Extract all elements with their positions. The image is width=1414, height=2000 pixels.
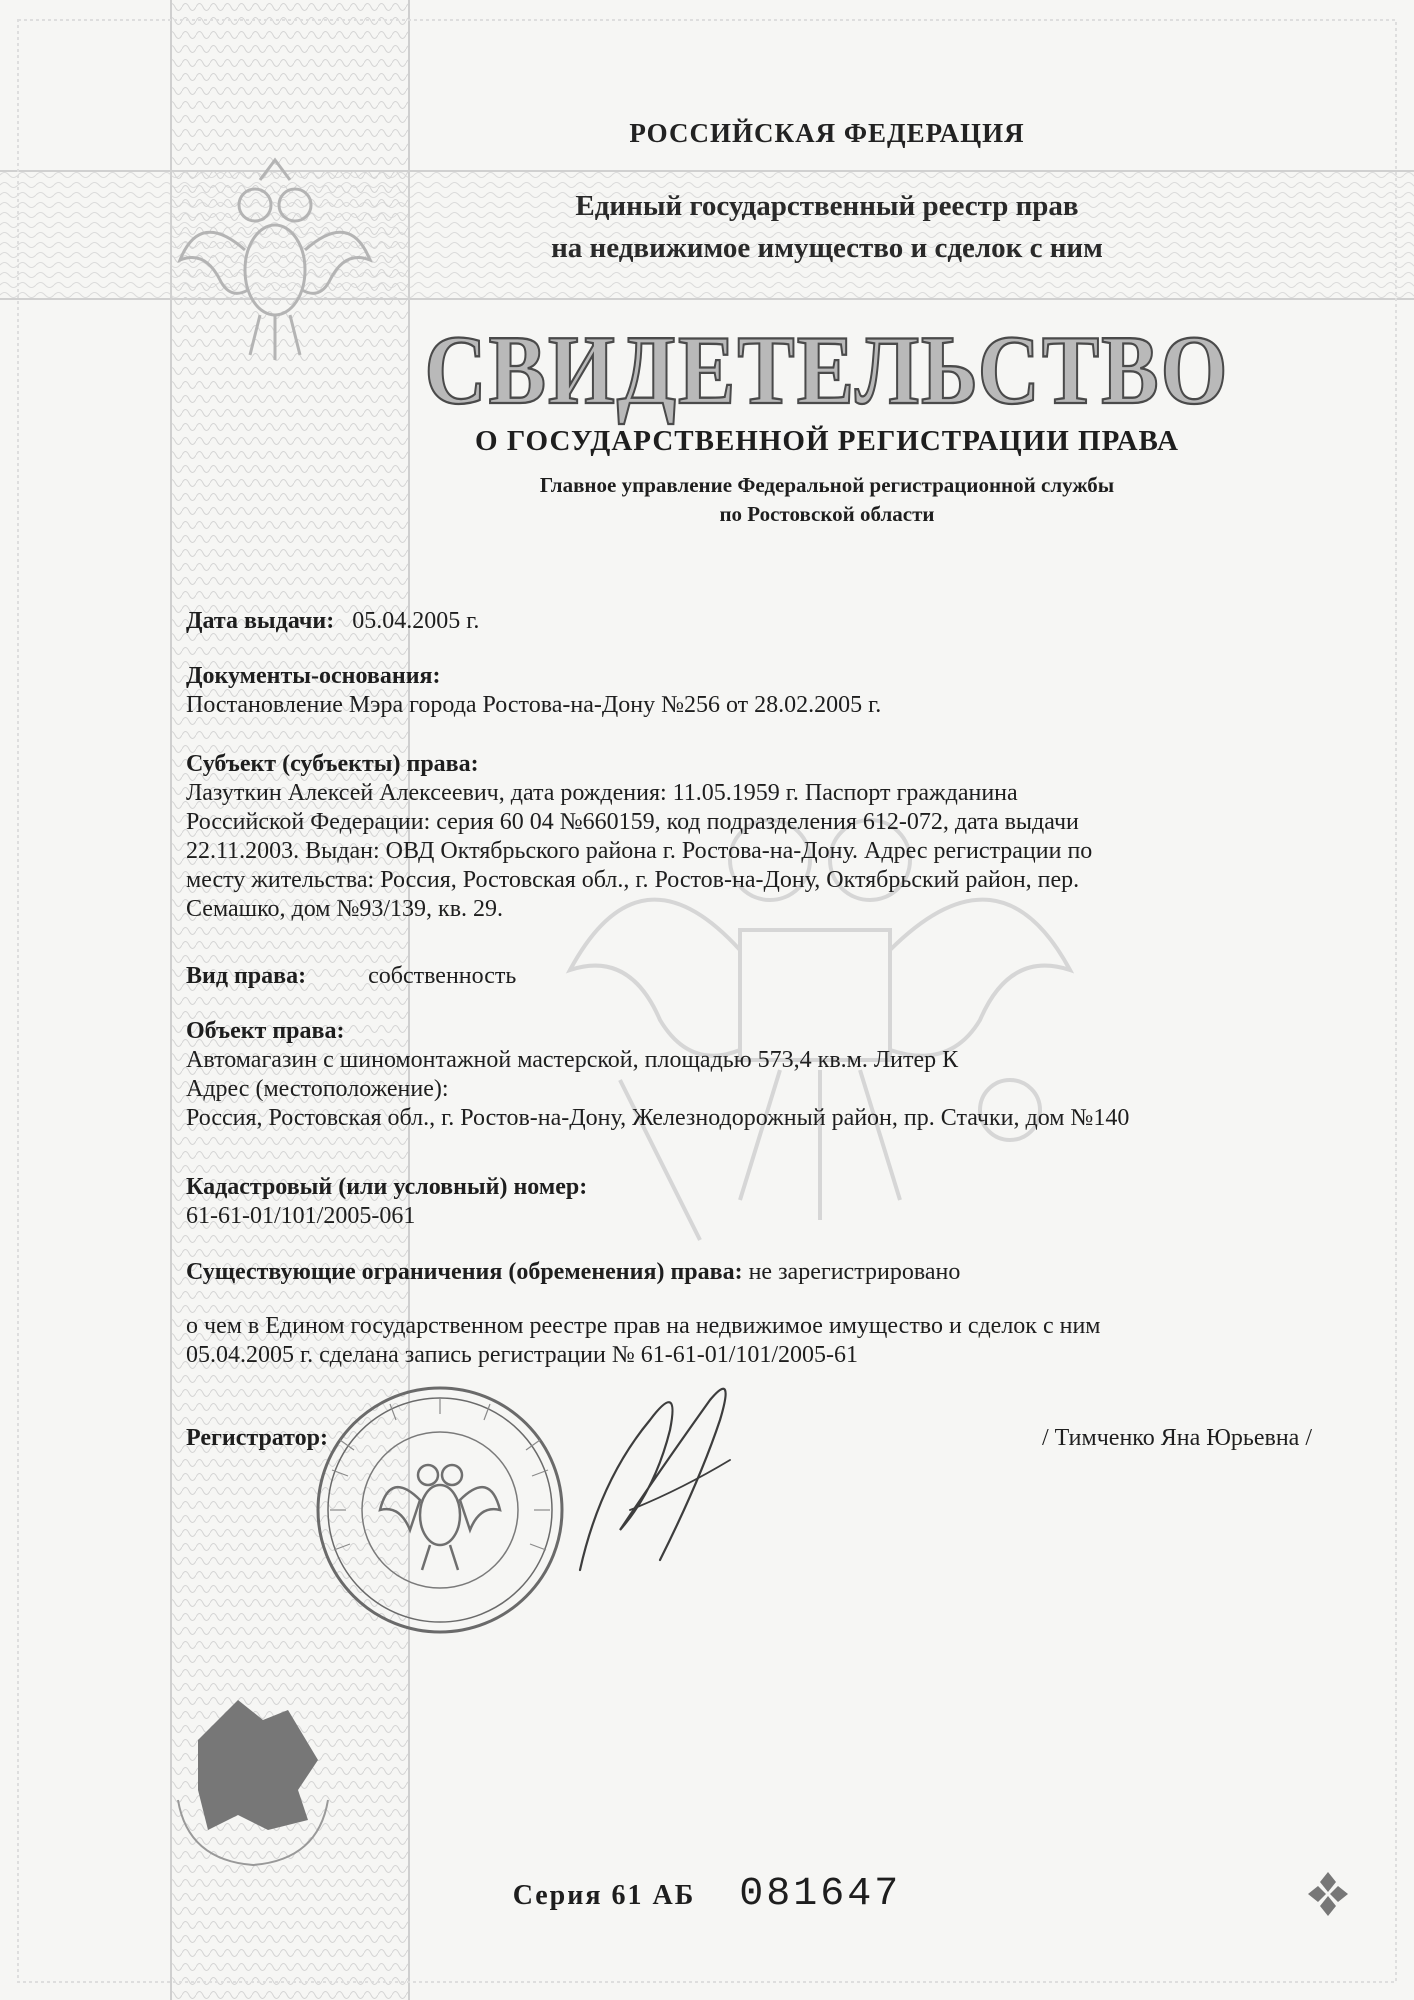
subject-line: 22.11.2003. Выдан: ОВД Октябрьского района г. Ростова-на-Дону. Адрес регистрации по xyxy=(186,838,1093,864)
issuing-authority-line-2: по Ростовской области xyxy=(719,502,935,526)
registry-title-line-2: на недвижимое имущество и сделок с ним xyxy=(551,232,1103,264)
record-line: 05.04.2005 г. сделана запись регистрации № 61-61-01/101/2005-61 xyxy=(186,1342,859,1368)
right-type-row xyxy=(186,962,1326,991)
issuing-authority-line-1: Главное управление Федеральной регистрационной службы xyxy=(539,473,1115,497)
cadastral-label: Кадастровый (или условный) номер: xyxy=(186,1174,588,1200)
hologram-mark-icon xyxy=(1302,1868,1354,1920)
basis-label: Документы-основания: xyxy=(186,663,441,689)
object-label: Объект права: xyxy=(186,1018,345,1044)
restrictions-label: Существующие ограничения (обременения) права: xyxy=(186,1259,743,1285)
certificate-title: СВИДЕТЕЛЬСТВО xyxy=(424,314,1230,425)
restrictions-row xyxy=(186,1258,1326,1287)
object-line: Россия, Ростовская обл., г. Ростов-на-Дону, Железнодорожный район, пр. Стачки, дом №140 xyxy=(186,1105,1130,1131)
right-type-label: Вид права: xyxy=(186,963,307,989)
issue-date-value: 05.04.2005 г. xyxy=(352,608,480,634)
registrar-signature xyxy=(560,1360,760,1590)
object-line: Автомагазин с шиномонтажной мастерской, площадью 573,4 кв.м. Литер К xyxy=(186,1047,959,1073)
cadastral-section xyxy=(186,1173,1326,1231)
country-title: РОССИЙСКАЯ ФЕДЕРАЦИЯ xyxy=(629,118,1025,148)
series-number: 081647 xyxy=(739,1872,902,1917)
subject-label: Субъект (субъекты) права: xyxy=(186,751,479,777)
record-line: о чем в Едином государственном реестре прав на недвижимое имущество и сделок с ним xyxy=(186,1313,1101,1339)
subject-line: Семашко, дом №93/139, кв. 29. xyxy=(186,896,504,922)
subject-line: месту жительства: Россия, Ростовская обл., г. Ростов-на-Дону, Октябрьский район, пер. xyxy=(186,867,1080,893)
issue-date-label: Дата выдачи: xyxy=(186,608,335,634)
subject-line: Российской Федерации: серия 60 04 №660159, код подразделения 612-072, дата выдачи xyxy=(186,809,1079,835)
registrar-name: / Тимченко Яна Юрьевна / xyxy=(1041,1425,1312,1451)
certificate-subtitle: О ГОСУДАРСТВЕННОЙ РЕГИСТРАЦИИ ПРАВА xyxy=(475,425,1179,457)
region-emblem-icon xyxy=(168,1680,338,1870)
issue-date-row xyxy=(186,607,1326,636)
series-label: Серия 61 АБ xyxy=(512,1880,696,1911)
cadastral-value: 61-61-01/101/2005-061 xyxy=(186,1203,416,1229)
basis-section xyxy=(186,662,1326,720)
restrictions-value: не зарегистрировано xyxy=(748,1259,961,1285)
object-section xyxy=(186,1017,1326,1133)
series-footer xyxy=(0,1872,1414,1917)
subject-line: Лазуткин Алексей Алексеевич, дата рождения: 11.05.1959 г. Паспорт гражданина xyxy=(186,780,1018,806)
right-type-value: собственность xyxy=(368,963,517,989)
registrar-label: Регистратор: xyxy=(186,1425,328,1451)
official-seal-icon xyxy=(310,1380,570,1640)
registry-title-line-1: Единый государственный реестр прав xyxy=(575,190,1079,222)
basis-value: Постановление Мэра города Ростова-на-Дону №256 от 28.02.2005 г. xyxy=(186,692,882,718)
subject-section xyxy=(186,750,1326,924)
object-line: Адрес (местоположение): xyxy=(186,1076,449,1102)
